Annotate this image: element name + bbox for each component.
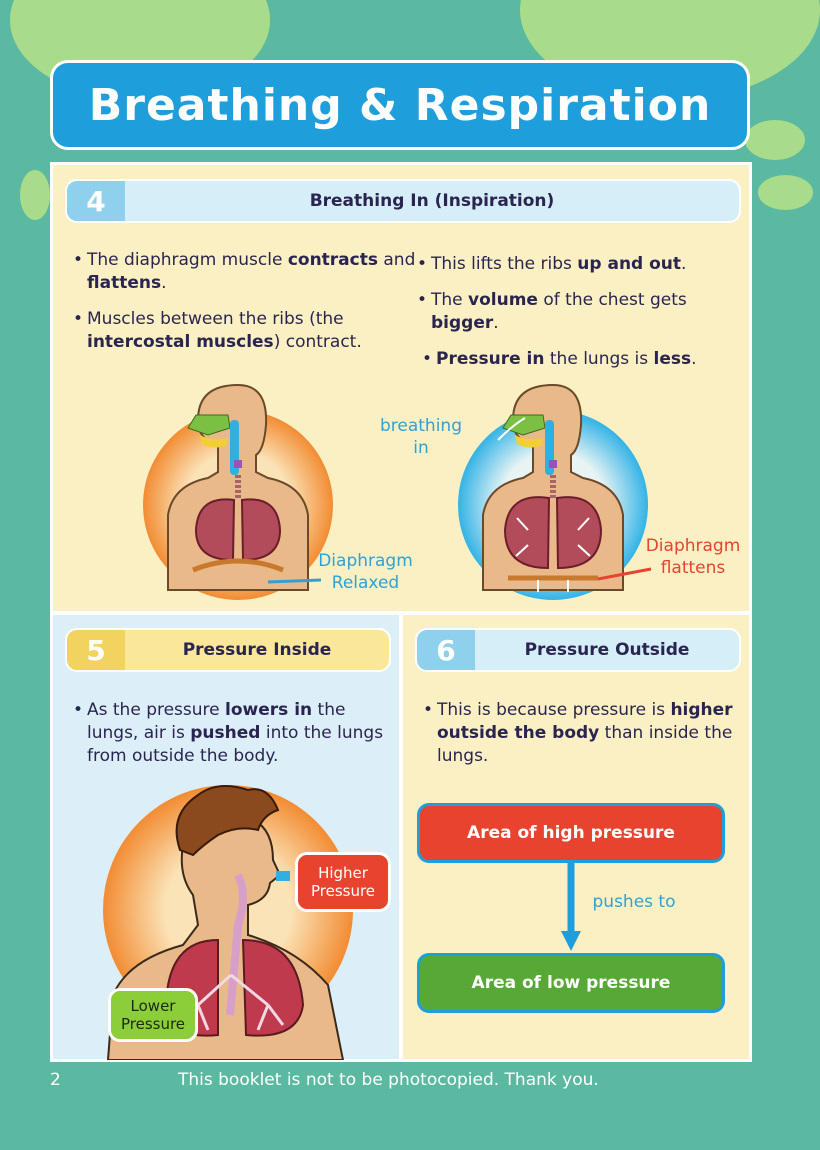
section-5-header [65,628,391,672]
section-number: 5 [67,630,125,670]
section-5-panel [50,612,402,1062]
label-diaphragm-relaxed: Diaphragm Relaxed [318,551,413,593]
section-heading: Pressure Inside [182,640,332,660]
high-pressure-box: Area of high pressure [417,803,725,863]
bullet: • Pressure in the lungs is less. [422,349,697,369]
section-4-header [65,179,741,223]
background-cloud [758,175,813,210]
section-number: 4 [67,181,125,221]
section-heading: Pressure Outside [524,640,690,660]
page-title: Breathing & Respiration [88,79,712,131]
bullet: • Muscles between the ribs (the intercostal muscles) contract. [73,309,362,352]
title-bar [50,60,750,150]
arrow-label: pushes to [592,892,676,912]
bullet: • This is because pressure is higher outside the body than inside the lungs. [423,700,733,766]
bullet: • This lifts the ribs up and out. [417,254,687,274]
label-breathing-in: breathing in [379,416,462,458]
section-6-header [415,628,741,672]
pointer-arrow [593,565,653,585]
section-6-panel [400,612,752,1062]
bullet: • The diaphragm muscle contracts and flattens. [73,250,416,293]
section-4-panel [50,162,752,614]
lower-pressure-box: Lower Pressure [108,988,198,1042]
bullet: • The volume of the chest gets bigger. [417,290,687,333]
low-pressure-box: Area of low pressure [417,953,725,1013]
bullet: • As the pressure lowers in the lungs, air is pushed into the lungs from outside the body. [73,700,384,766]
pointer-arrow [263,570,323,590]
background-cloud [745,120,805,160]
footer-notice: This booklet is not to be photocopied. Thank you. [178,1070,599,1090]
section-number: 6 [417,630,475,670]
page-number: 2 [50,1070,61,1090]
section-heading: Breathing In (Inspiration) [309,191,555,211]
background-cloud [20,170,50,220]
higher-pressure-box: Higher Pressure [295,852,391,912]
label-diaphragm-flattens: Diaphragm flattens [645,536,741,578]
